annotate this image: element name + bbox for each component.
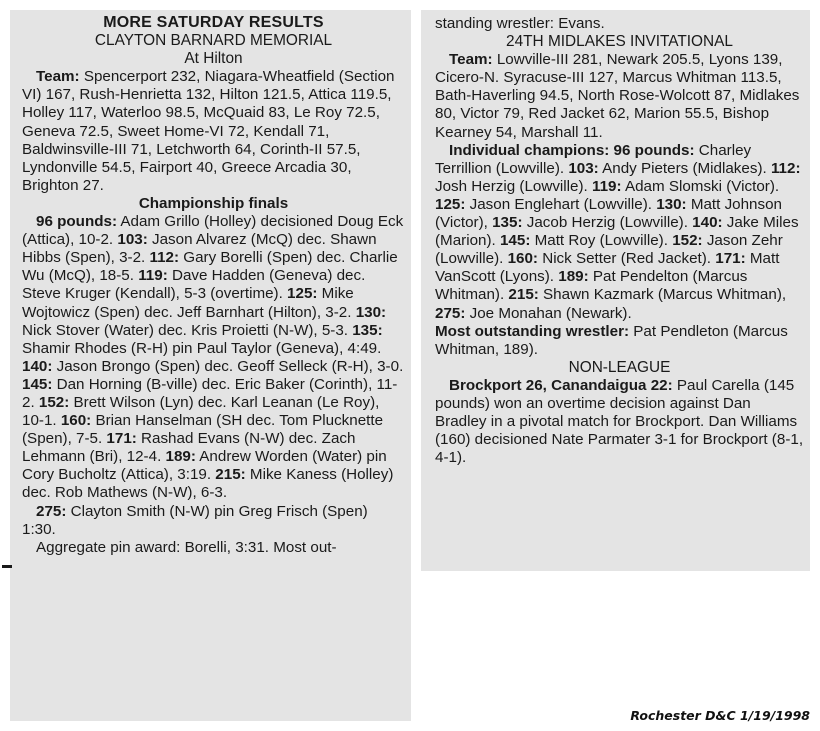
- bout-result: Mike Kaness (Holley) dec. Rob Mathews (N-W), 6-3.: [22, 466, 394, 502]
- bout-result: Rashad Evans (N-W) dec. Zach Lehmann (Bri), 12-4.: [22, 430, 356, 466]
- bout-result: Shamir Rhodes (R-H) pin Paul Taylor (Geneva), 4:49.: [22, 339, 382, 357]
- champion-name: Andy Pieters (Midlakes).: [598, 159, 771, 177]
- champion-name: Adam Slomski (Victor).: [621, 177, 780, 195]
- bout-weight: 125:: [287, 285, 318, 303]
- bout-result: Nick Stover (Water) dec. Kris Proietti (N-W), 5-3.: [22, 321, 353, 339]
- champion-weight: 103:: [568, 159, 599, 177]
- team-results-paragraph: [22, 68, 405, 195]
- bout-weight: 189:: [165, 448, 196, 466]
- bout-result: Jason Alvarez (McQ) dec. Shawn Hibbs (Spen), 3-2.: [22, 231, 377, 267]
- bout-result: Mike Wojtowicz (Spen) dec. Jeff Barnhart (Hilton), 3-2.: [22, 285, 356, 321]
- champion-weight: 112:: [770, 159, 801, 177]
- bout-weight: 112:: [149, 249, 180, 267]
- team-label: Team:: [36, 68, 80, 86]
- aggregate-pin-award: Aggregate pin award: Borelli, 3:31. Most out-: [36, 538, 337, 556]
- champion-weight: 171:: [715, 250, 746, 268]
- event-title-clayton-barnard: CLAYTON BARNARD MEMORIAL: [94, 32, 333, 50]
- outstanding-text: Pat Pendleton (Marcus Whitman, 189).: [435, 322, 788, 358]
- bout-weight: 171:: [106, 430, 137, 448]
- team-results-text: Spencerport 232, Niagara-Wheatfield (Section VI) 167, Rush-Henrietta 132, Hilton 121.5, Attica 119.5, Holley 117, Waterloo 98.5, McQuaid 83, Le Roy 72.5, Geneva 72.5, Sweet Home-VI 72, Kendall 71, Baldwinsville-III 71, Letchworth 64, Corinth-II 57.5, Lyndonville 54.5, Fairport 40, Greece Arcadia 30, Brighton 27.: [22, 68, 395, 194]
- champion-name: Joe Monahan (Newark).: [465, 304, 632, 322]
- bout-result: Brett Wilson (Lyn) dec. Karl Leanan (Le Roy), 10-1.: [22, 393, 380, 430]
- champion-weight: 189:: [558, 268, 589, 286]
- bout-weight: 96 pounds:: [36, 213, 118, 231]
- champion-name: Matt Roy (Lowville).: [530, 232, 673, 250]
- champion-name: Jacob Herzig (Lowville).: [522, 214, 693, 232]
- bout-result: Dave Hadden (Geneva) dec. Steve Kruger (Kendall), 5-3 (overtime).: [22, 267, 366, 303]
- bout-weight: 140:: [22, 357, 53, 375]
- bout-weight: 135:: [352, 321, 383, 339]
- continued-text: standing wrestler: Evans.: [435, 15, 605, 32]
- nonleague-heading: NON-LEAGUE: [568, 358, 671, 376]
- midlakes-team-paragraph: [435, 51, 804, 141]
- bout-result: Andrew Worden (Water) pin Cory Bucholtz (Attica), 3:19.: [22, 448, 387, 484]
- bout-275-text: Clayton Smith (N-W) pin Greg Frisch (Spen) 1:30.: [22, 502, 368, 538]
- champion-weight: 125:: [435, 195, 466, 213]
- midlakes-team-label: Team:: [449, 51, 493, 69]
- champion-name: Nick Setter (Red Jacket).: [538, 250, 716, 268]
- outstanding-paragraph: [435, 323, 804, 359]
- champion-weight: 152:: [672, 232, 703, 250]
- bout-275-weight: 275:: [36, 502, 67, 520]
- nonleague-label: Brockport 26, Canandaigua 22:: [449, 376, 673, 394]
- bout-275-paragraph: [22, 503, 405, 539]
- midlakes-team-text: Lowville-III 281, Newark 205.5, Lyons 139, Cicero-N. Syracuse-III 127, Marcus Whitman 113.5, Bath-Haverling 94.5, North Rose-Wolcott 87, Midlakes 80, Victor 79, Red Jacket 62, Marion 55.5, Bishop Kearney 54, Marshall 11.: [435, 51, 800, 141]
- champion-name: Matt VanScott (Lyons).: [435, 250, 780, 286]
- champions-label: Individual champions: 96 pounds:: [449, 141, 695, 159]
- champions-paragraph: [435, 142, 804, 323]
- nonleague-paragraph: [435, 377, 804, 467]
- bout-result: Brian Hanselman (SH dec. Tom Plucknette (Spen), 7-5.: [22, 412, 384, 448]
- champion-weight: 275:: [435, 304, 466, 322]
- left-clipping: [10, 10, 411, 721]
- event-title-midlakes: 24TH MIDLAKES INVITATIONAL: [506, 33, 733, 51]
- champion-name: Jake Miles (Marion).: [435, 214, 799, 250]
- right-clipping: [421, 10, 810, 571]
- champion-name: Josh Herzig (Lowville).: [435, 177, 592, 195]
- champion-weight: 130:: [656, 195, 687, 213]
- event-location: At Hilton: [184, 50, 243, 68]
- nonleague-text: Paul Carella (145 pounds) won an overtime decision against Dan Bradley in a pivotal match for Brockport. Dan Williams (160) decisioned Nate Parmater 3-1 for Brockport (8-1, 4-1).: [435, 376, 804, 467]
- champion-name: Shawn Kazmark (Marcus Whitman),: [538, 286, 787, 304]
- source-credit: Rochester D&C 1/19/1998: [630, 708, 810, 723]
- champion-name: Jason Zehr (Lowville).: [435, 232, 783, 268]
- champion-name: Charley Terrillion (Lowville).: [435, 141, 752, 177]
- bout-weight: 103:: [117, 231, 148, 249]
- bouts-paragraph: [22, 213, 405, 503]
- section-title: MORE SATURDAY RESULTS: [103, 14, 324, 31]
- bout-result: Gary Borelli (Spen) dec. Charlie Wu (McQ), 18-5.: [22, 249, 398, 285]
- champion-weight: 135:: [492, 214, 523, 232]
- bout-weight: 119:: [138, 267, 168, 285]
- finals-heading: Championship finals: [138, 194, 289, 212]
- bout-result: Dan Horning (B-ville) dec. Eric Baker (Corinth), 11-2.: [22, 375, 398, 411]
- bout-weight: 152:: [38, 393, 70, 411]
- champion-weight: 215:: [508, 286, 539, 304]
- champion-weight: 140:: [692, 214, 723, 232]
- bout-result: Adam Grillo (Holley) decisioned Doug Eck (Attica), 10-2.: [22, 213, 404, 249]
- champion-name: Jason Englehart (Lowville).: [465, 195, 657, 213]
- champion-weight: 145:: [499, 232, 531, 250]
- bout-result: Jason Brongo (Spen) dec. Geoff Selleck (R-H), 3-0.: [52, 357, 404, 375]
- champion-name: Pat Pendelton (Marcus Whitman).: [435, 268, 748, 304]
- bout-weight: 215:: [215, 466, 246, 484]
- margin-mark: [2, 565, 12, 568]
- bout-weight: 145:: [22, 375, 53, 393]
- champion-weight: 160:: [507, 250, 538, 268]
- champion-weight: 119:: [592, 177, 622, 195]
- champion-name: Matt Johnson (Victor),: [435, 195, 782, 232]
- bout-weight: 160:: [60, 412, 92, 430]
- outstanding-label: Most outstanding wrestler:: [435, 322, 630, 340]
- bout-weight: 130:: [355, 303, 387, 321]
